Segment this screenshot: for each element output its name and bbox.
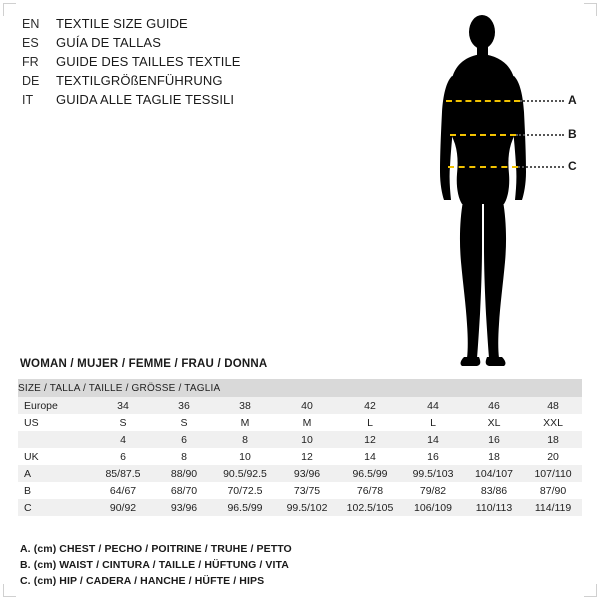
language-title: GUIDA ALLE TAGLIE TESSILI: [56, 92, 235, 107]
cell: 70/72.5: [227, 484, 263, 497]
cell: 16: [427, 450, 439, 463]
marker-label-c: C: [568, 159, 577, 173]
table-row: [18, 465, 582, 482]
table-row: [18, 448, 582, 465]
cell: 93/96: [293, 467, 321, 480]
measurement-legend: [20, 541, 580, 589]
cell: 99.5/102: [286, 501, 328, 514]
language-row: [22, 71, 352, 90]
language-code: FR: [22, 55, 39, 69]
cell: 6: [181, 433, 187, 446]
cell: 85/87.5: [105, 467, 141, 480]
cell: 42: [364, 399, 376, 412]
cell: 8: [242, 433, 248, 446]
cell: XXL: [543, 416, 563, 429]
table-row: [18, 397, 582, 414]
language-row: [22, 33, 352, 52]
cell: 18: [488, 450, 500, 463]
chest-measure-line: [446, 100, 520, 102]
cell: 76/78: [356, 484, 384, 497]
row-label: US: [24, 416, 39, 429]
cell: 14: [427, 433, 439, 446]
female-silhouette-icon: [400, 8, 590, 373]
cell: 8: [181, 450, 187, 463]
corner-mark-top-left: [3, 3, 16, 16]
corner-mark-bottom-left: [3, 584, 16, 597]
language-row: [22, 14, 352, 33]
table-row: [18, 482, 582, 499]
table-row: [18, 414, 582, 431]
cell: 107/110: [534, 467, 572, 480]
row-label: [18, 431, 92, 448]
waist-measure-line: [450, 134, 516, 136]
cell: 12: [301, 450, 313, 463]
cell: 48: [547, 399, 559, 412]
cell: 88/90: [170, 467, 198, 480]
language-row: [22, 52, 352, 71]
legend-row-a: A. (cm) CHEST / PECHO / POITRINE / TRUHE / PETTO: [20, 543, 292, 555]
cell: L: [367, 416, 373, 429]
cell: 10: [301, 433, 313, 446]
cell: 38: [239, 399, 251, 412]
cell: 96.5/99: [352, 467, 388, 480]
language-title: TEXTILGRÖßENFÜHRUNG: [56, 73, 223, 88]
row-label: B: [24, 484, 32, 497]
language-code: EN: [22, 17, 40, 31]
cell: 34: [117, 399, 129, 412]
table-row: [18, 431, 582, 448]
language-title-list: [22, 14, 352, 109]
marker-label-b: B: [568, 127, 577, 141]
cell: 12: [364, 433, 376, 446]
table-header-label: SIZE / TALLA / TAILLE / GRÖSSE / TAGLIA: [18, 379, 582, 397]
cell: 106/109: [414, 501, 452, 514]
cell: 36: [178, 399, 190, 412]
table-header-row: [18, 379, 582, 397]
cell: 73/75: [293, 484, 321, 497]
cell: 16: [488, 433, 500, 446]
cell: M: [302, 416, 312, 429]
cell: 79/82: [419, 484, 447, 497]
cell: 104/107: [475, 467, 513, 480]
female-body-silhouette-figure: [400, 8, 590, 373]
cell: 110/113: [475, 501, 513, 514]
cell: 44: [427, 399, 439, 412]
cell: 64/67: [109, 484, 137, 497]
size-table: [18, 379, 582, 516]
cell: 83/86: [480, 484, 508, 497]
cell: 99.5/103: [412, 467, 454, 480]
language-code: DE: [22, 74, 40, 88]
corner-mark-bottom-right: [584, 584, 597, 597]
cell: S: [119, 416, 127, 429]
cell: 46: [488, 399, 500, 412]
cell: 40: [301, 399, 313, 412]
cell: 96.5/99: [227, 501, 263, 514]
language-title: GUIDE DES TAILLES TEXTILE: [56, 54, 241, 69]
waist-leader-line: [516, 134, 564, 136]
cell: 90.5/92.5: [223, 467, 267, 480]
section-caption-woman: WOMAN / MUJER / FEMME / FRAU / DONNA: [20, 358, 268, 370]
cell: 14: [364, 450, 376, 463]
cell: XL: [487, 416, 501, 429]
row-label: UK: [24, 450, 39, 463]
row-label: C: [24, 501, 32, 514]
language-title: TEXTILE SIZE GUIDE: [56, 16, 188, 31]
cell: 68/70: [170, 484, 198, 497]
language-code: ES: [22, 36, 39, 50]
legend-row-c: C. (cm) HIP / CADERA / HANCHE / HÜFTE / HIPS: [20, 575, 265, 587]
cell: 87/90: [539, 484, 567, 497]
hip-leader-line: [518, 166, 564, 168]
row-label: Europe: [24, 399, 58, 412]
table-row: [18, 499, 582, 516]
cell: L: [430, 416, 436, 429]
cell: 6: [120, 450, 126, 463]
marker-label-a: A: [568, 93, 577, 107]
cell: 90/92: [109, 501, 137, 514]
cell: 18: [547, 433, 559, 446]
cell: 114/119: [534, 501, 572, 514]
cell: M: [240, 416, 250, 429]
language-title: GUÍA DE TALLAS: [56, 35, 161, 50]
row-label: A: [24, 467, 32, 480]
chest-leader-line: [520, 100, 564, 102]
cell: 10: [239, 450, 251, 463]
hip-measure-line: [448, 166, 518, 168]
cell: 102.5/105: [346, 501, 394, 514]
language-row: [22, 90, 352, 109]
cell: 4: [120, 433, 126, 446]
cell: S: [180, 416, 188, 429]
cell: 20: [547, 450, 559, 463]
language-code: IT: [22, 93, 34, 107]
cell: 93/96: [170, 501, 198, 514]
legend-row-b: B. (cm) WAIST / CINTURA / TAILLE / HÜFTUNG / VITA: [20, 559, 289, 571]
